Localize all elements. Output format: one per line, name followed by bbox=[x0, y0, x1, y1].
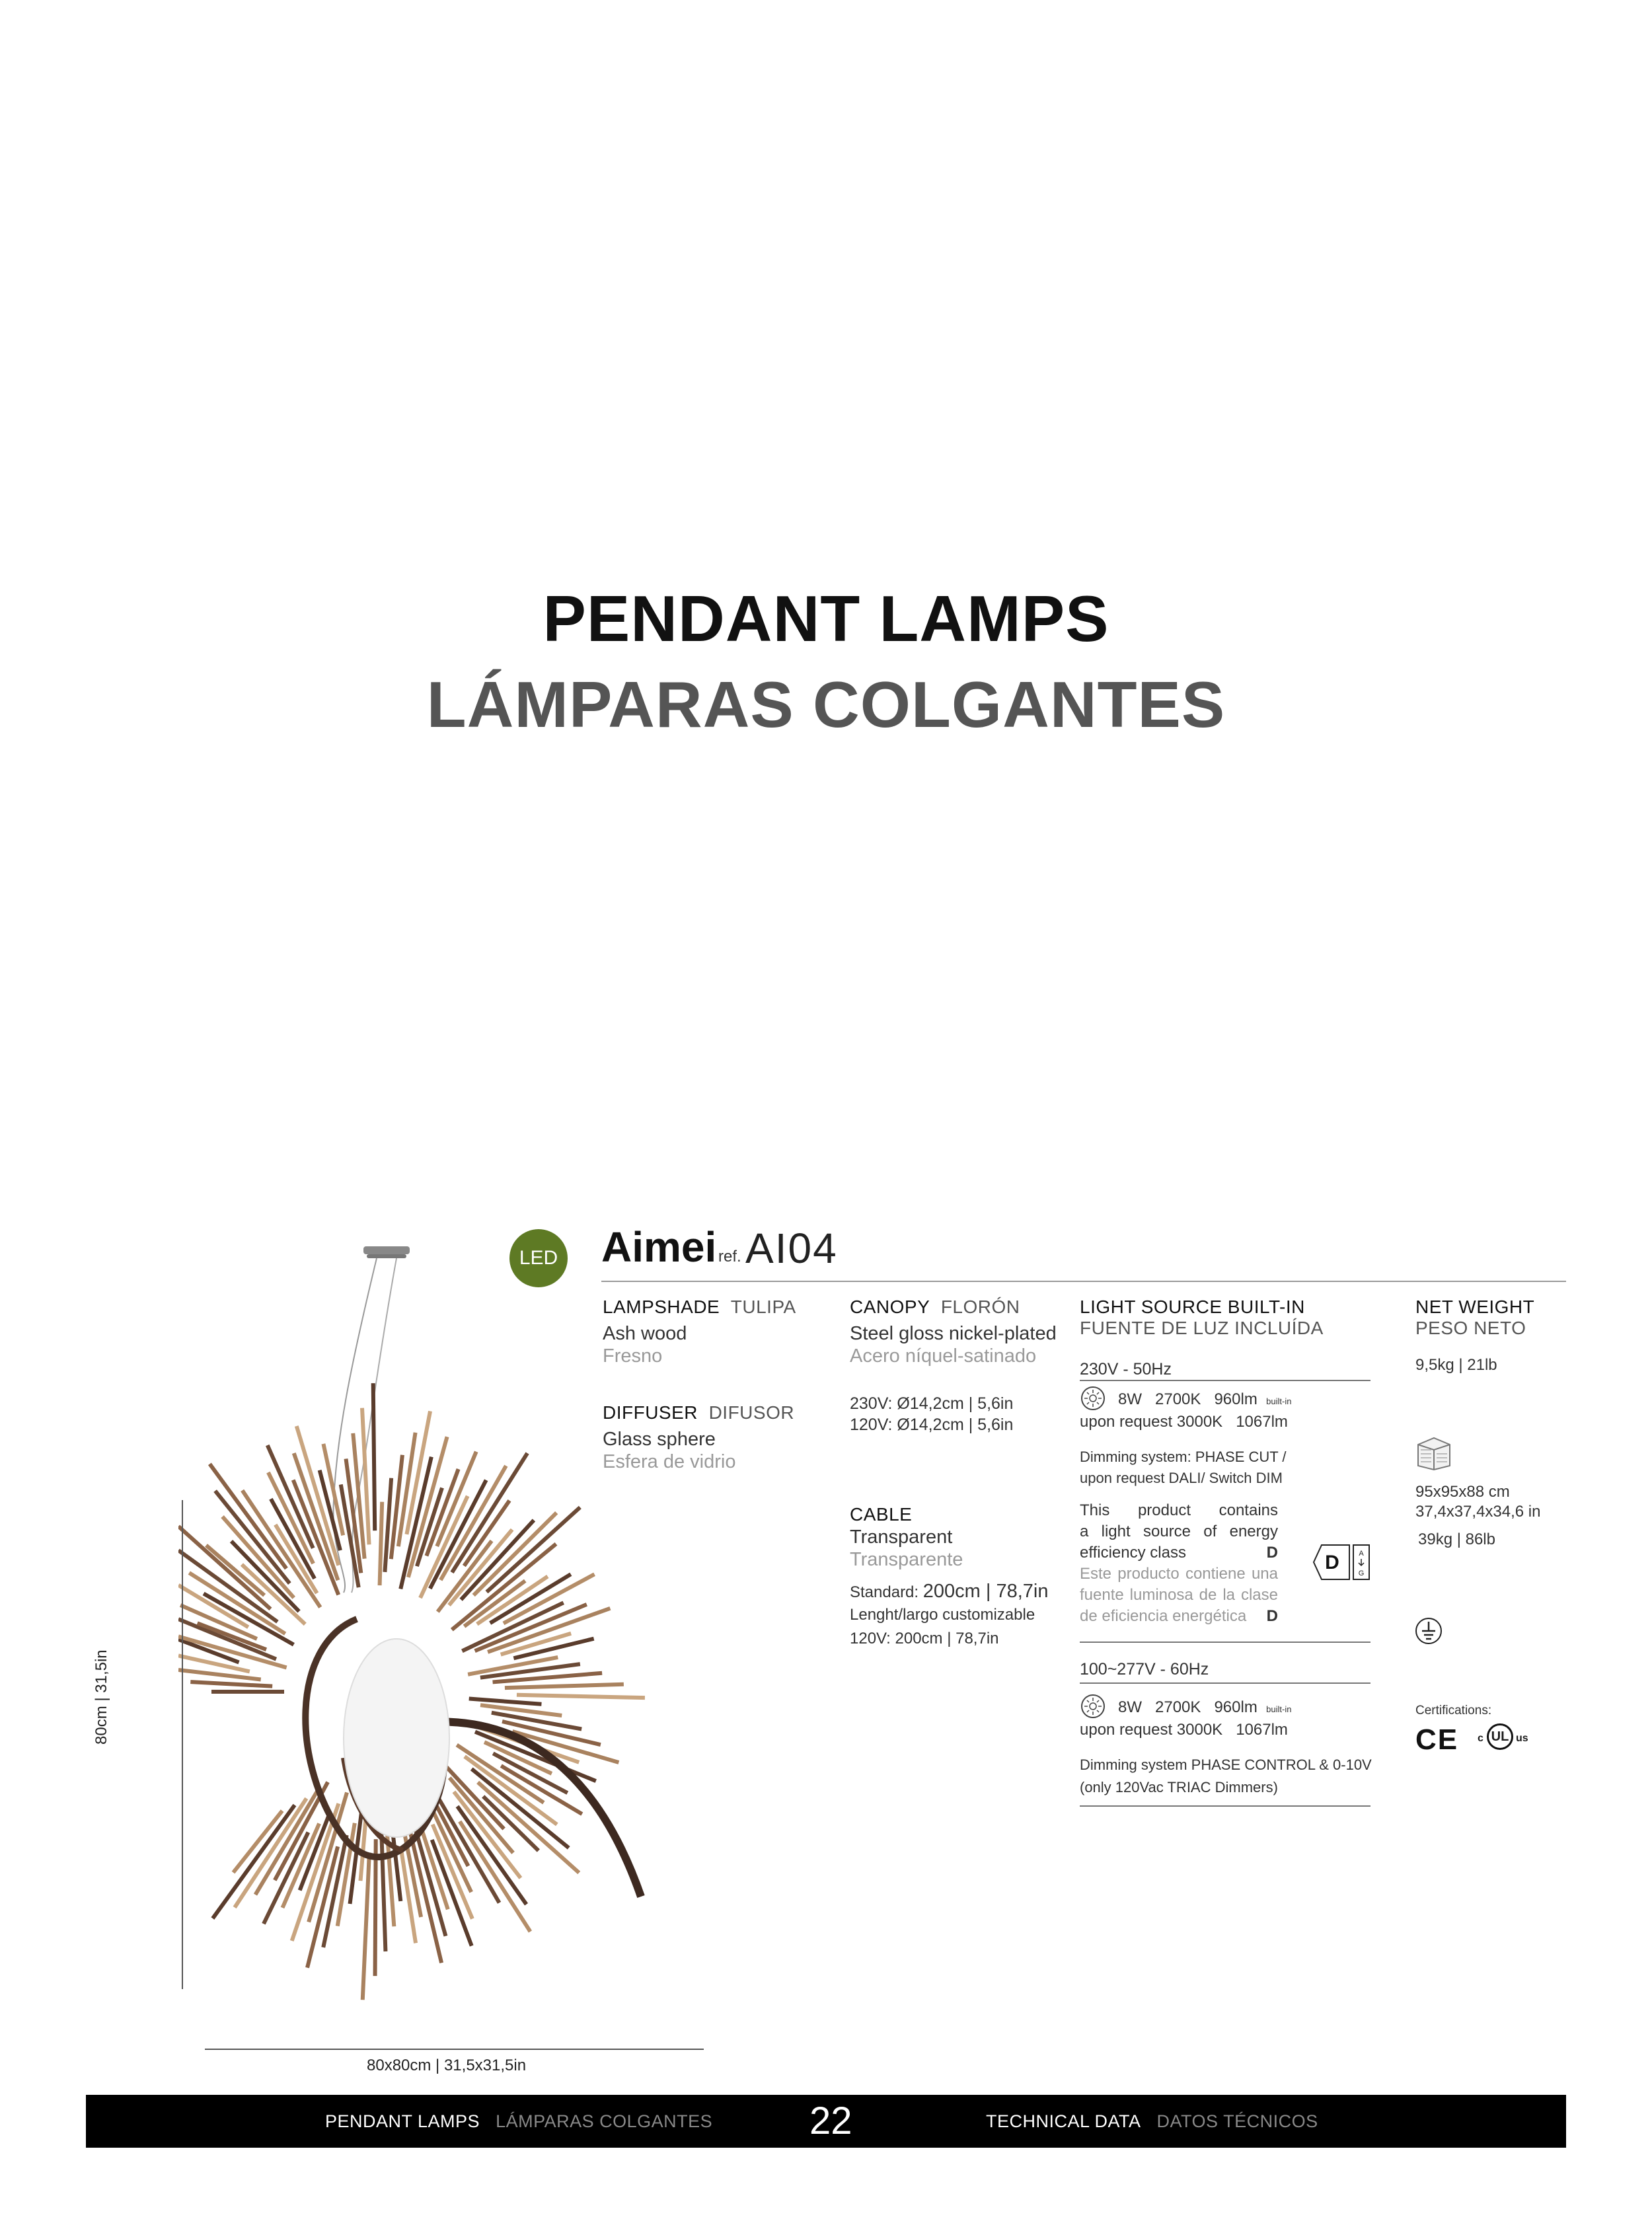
energy-label-class: D bbox=[1325, 1552, 1339, 1573]
wood-slat bbox=[401, 1850, 416, 1943]
wood-slat bbox=[469, 1699, 542, 1704]
wood-slat bbox=[190, 1682, 272, 1686]
cable-material-es: Transparente bbox=[850, 1549, 963, 1570]
product-ref-label: ref. bbox=[718, 1248, 741, 1265]
ul-us-mark: us bbox=[1516, 1733, 1528, 1744]
spec-230v: 8W 2700K 960lm built-in bbox=[1118, 1390, 1292, 1408]
page-number: 22 bbox=[809, 2099, 852, 2142]
wood-slat bbox=[381, 1825, 386, 1951]
diffuser-label: DIFFUSER DIFUSOR bbox=[603, 1402, 795, 1423]
footer-section-right: TECHNICAL DATA DATOS TÉCNICOS bbox=[986, 2111, 1318, 2131]
canopy-label: CANOPY FLORÓN bbox=[850, 1297, 1020, 1317]
canopy-shape bbox=[363, 1246, 410, 1254]
width-dimension: 80x80cm | 31,5x31,5in bbox=[367, 2057, 527, 2074]
canopy-size-120v: 120V: Ø14,2cm | 5,6in bbox=[850, 1415, 1014, 1434]
dimming-230v-line2: upon request DALI/ Switch DIM bbox=[1080, 1470, 1283, 1486]
canopy-size-230v: 230V: Ø14,2cm | 5,6in bbox=[850, 1394, 1014, 1413]
svg-text:G: G bbox=[1358, 1569, 1365, 1577]
wood-slat bbox=[209, 1464, 286, 1568]
diffuser-material: Glass sphere bbox=[603, 1429, 716, 1450]
wood-slat bbox=[363, 1852, 369, 2000]
light-source-label-es: FUENTE DE LUZ INCLUÍDA bbox=[1080, 1318, 1324, 1338]
led-badge: LED bbox=[509, 1229, 568, 1287]
cable-standard: Standard: 200cm | 78,7in bbox=[850, 1581, 1049, 1602]
diffuser-material-es: Esfera de vidrio bbox=[603, 1451, 736, 1472]
lampshade-label: LAMPSHADE TULIPA bbox=[603, 1297, 796, 1317]
weight-label: NET WEIGHT bbox=[1415, 1297, 1535, 1317]
product-ref-code: AI04 bbox=[745, 1225, 838, 1272]
wood-slat bbox=[517, 1695, 645, 1698]
wood-slat bbox=[243, 1490, 320, 1607]
net-weight-value: 9,5kg | 21lb bbox=[1415, 1356, 1497, 1374]
lampshade-material: Ash wood bbox=[603, 1323, 687, 1344]
upon-request-230v: upon request 3000K 1067lm bbox=[1080, 1413, 1288, 1431]
spec-120v: 8W 2700K 960lm built-in bbox=[1118, 1698, 1292, 1716]
canopy-material-es: Acero níquel-satinado bbox=[850, 1345, 1037, 1367]
energy-text-es-2: fuente luminosa de la clase bbox=[1080, 1586, 1278, 1604]
wood-slat bbox=[235, 1798, 307, 1907]
page-title: PENDANT LAMPS bbox=[543, 582, 1109, 655]
wood-slat bbox=[505, 1684, 624, 1688]
led-bulb-icon bbox=[1080, 1693, 1106, 1719]
lampshade-material-es: Fresno bbox=[603, 1345, 663, 1367]
dimming-120v-line2: (only 120Vac TRIAC Dimmers) bbox=[1080, 1779, 1278, 1795]
wood-slat bbox=[282, 1823, 319, 1907]
light-source-label: LIGHT SOURCE BUILT-IN bbox=[1080, 1297, 1305, 1317]
energy-text-es-3: de eficiencia energética D bbox=[1080, 1607, 1278, 1625]
energy-text-es-1: Este producto contiene una bbox=[1080, 1565, 1278, 1583]
voltage-120v: 100~277V - 60Hz bbox=[1080, 1660, 1209, 1679]
energy-text-en-2: a light source of energy bbox=[1080, 1523, 1278, 1540]
energy-label-icon bbox=[1312, 1544, 1372, 1581]
ground-symbol-icon bbox=[1414, 1616, 1443, 1645]
cable-label: CABLE bbox=[850, 1504, 913, 1525]
wood-slat bbox=[432, 1840, 472, 1946]
cable-customizable: Lenght/largo customizable bbox=[850, 1606, 1035, 1624]
box-dimensions-in: 37,4x37,4x34,6 in bbox=[1415, 1503, 1541, 1521]
led-bulb-icon bbox=[1080, 1385, 1106, 1412]
ul-c-mark: c bbox=[1478, 1733, 1483, 1744]
page-subtitle: LÁMPARAS COLGANTES bbox=[426, 668, 1226, 741]
height-dimension-line bbox=[182, 1500, 183, 1989]
weight-label-es: PESO NETO bbox=[1415, 1318, 1526, 1338]
cable-120v: 120V: 200cm | 78,7in bbox=[850, 1630, 999, 1647]
upon-request-120v: upon request 3000K 1067lm bbox=[1080, 1721, 1288, 1739]
product-name: Aimei bbox=[601, 1223, 717, 1271]
energy-text-en-1: This product contains bbox=[1080, 1501, 1278, 1519]
energy-text-en-3: efficiency class D bbox=[1080, 1544, 1278, 1562]
dimming-120v-line1: Dimming system PHASE CONTROL & 0-10V bbox=[1080, 1756, 1372, 1773]
divider-energy bbox=[1080, 1642, 1370, 1643]
svg-text:A: A bbox=[1359, 1550, 1364, 1558]
box-dimensions-cm: 95x95x88 cm bbox=[1415, 1483, 1510, 1501]
certifications-label: Certifications: bbox=[1415, 1704, 1492, 1717]
divider-230v bbox=[1080, 1380, 1370, 1381]
box-weight: 39kg | 86lb bbox=[1418, 1530, 1495, 1548]
box-icon bbox=[1415, 1434, 1452, 1471]
divider-end bbox=[1080, 1805, 1370, 1807]
footer-section-left: PENDANT LAMPS LÁMPARAS COLGANTES bbox=[325, 2111, 713, 2131]
voltage-230v: 230V - 50Hz bbox=[1080, 1360, 1172, 1378]
canopy-material: Steel gloss nickel-plated bbox=[850, 1323, 1057, 1344]
ce-mark: CE bbox=[1415, 1723, 1459, 1756]
wood-slat bbox=[373, 1383, 375, 1530]
glass-sphere bbox=[344, 1639, 449, 1837]
header-divider bbox=[601, 1281, 1566, 1282]
dimming-230v-line1: Dimming system: PHASE CUT / bbox=[1080, 1449, 1287, 1465]
wood-slat bbox=[213, 1805, 295, 1919]
width-dimension-line bbox=[205, 2049, 704, 2050]
divider-120v bbox=[1080, 1682, 1370, 1684]
ul-mark: UL bbox=[1487, 1723, 1513, 1750]
height-dimension: 80cm | 31,5in bbox=[93, 1649, 110, 1745]
cable-material: Transparent bbox=[850, 1527, 953, 1548]
wood-slat bbox=[380, 1502, 383, 1585]
